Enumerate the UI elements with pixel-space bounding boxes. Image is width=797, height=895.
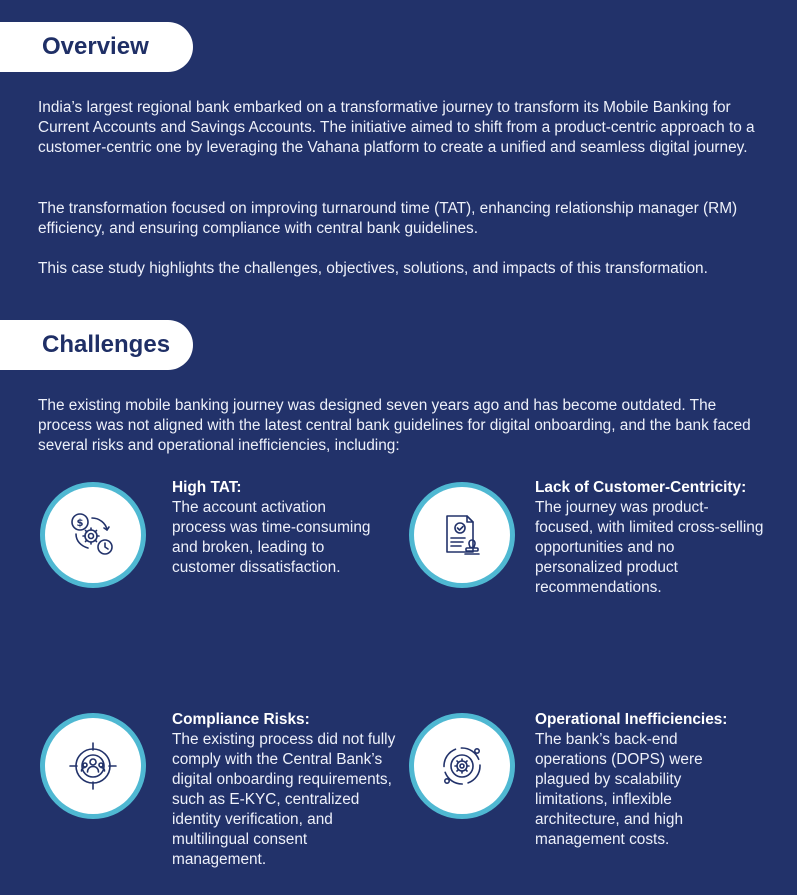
challenge-body: The bank’s back-end operations (DOPS) were plagued by scalability limitations, inflexible architecture, and high management costs. [535, 731, 703, 848]
challenges-heading-pill [0, 320, 193, 370]
challenge-body: The account activation process was time-consuming and broken, leading to customer dissatisfaction. [172, 499, 371, 576]
overview-paragraph-1: India’s largest regional bank embarked on a transformative journey to transform its Mobile Banking for Current Accounts and Savings Accounts. The initiative aimed to shift from a product-centric approach to a customer-centric one by leveraging the Vahana platform to create a unified and seamless digital journey. [38, 99, 755, 156]
challenge-card-operational-inefficiencies [535, 710, 745, 850]
challenge-title: High TAT: [172, 479, 242, 496]
overview-heading-pill [0, 22, 193, 72]
document-stamp-icon [414, 487, 510, 583]
overview-heading: Overview [42, 33, 149, 60]
money-clock-gear-icon [45, 487, 141, 583]
challenges-intro: The existing mobile banking journey was designed seven years ago and has become outdated. The process was not aligned with the latest central bank guidelines for digital onboarding, and the bank faced several risks and operational inefficiencies, including: [38, 397, 751, 454]
challenges-heading: Challenges [42, 331, 171, 358]
challenge-body: The journey was product-focused, with limited cross-selling opportunities and no personalized product recommendations. [535, 499, 764, 596]
challenge-title: Lack of Customer-Centricity: [535, 479, 747, 496]
challenge-body: The existing process did not fully comply with the Central Bank’s digital onboarding requirements, such as E-KYC, centralized identity verification, and multilingual consent management. [172, 731, 396, 868]
svg-text:$: $ [76, 518, 84, 529]
overview-paragraph-2: The transformation focused on improving turnaround time (TAT), enhancing relationship manager (RM) efficiency, and ensuring compliance with central bank guidelines. [38, 200, 738, 237]
challenge-card-compliance-risks [172, 710, 397, 870]
challenge-title: Compliance Risks: [172, 711, 310, 728]
challenge-card-high-tat [172, 478, 372, 578]
challenge-card-customer-centricity [535, 478, 765, 598]
challenge-title: Operational Inefficiencies: [535, 711, 728, 728]
gear-network-icon [414, 718, 510, 814]
overview-paragraph-3: This case study highlights the challenges, objectives, solutions, and impacts of this transformation. [38, 260, 708, 277]
target-people-icon [45, 718, 141, 814]
